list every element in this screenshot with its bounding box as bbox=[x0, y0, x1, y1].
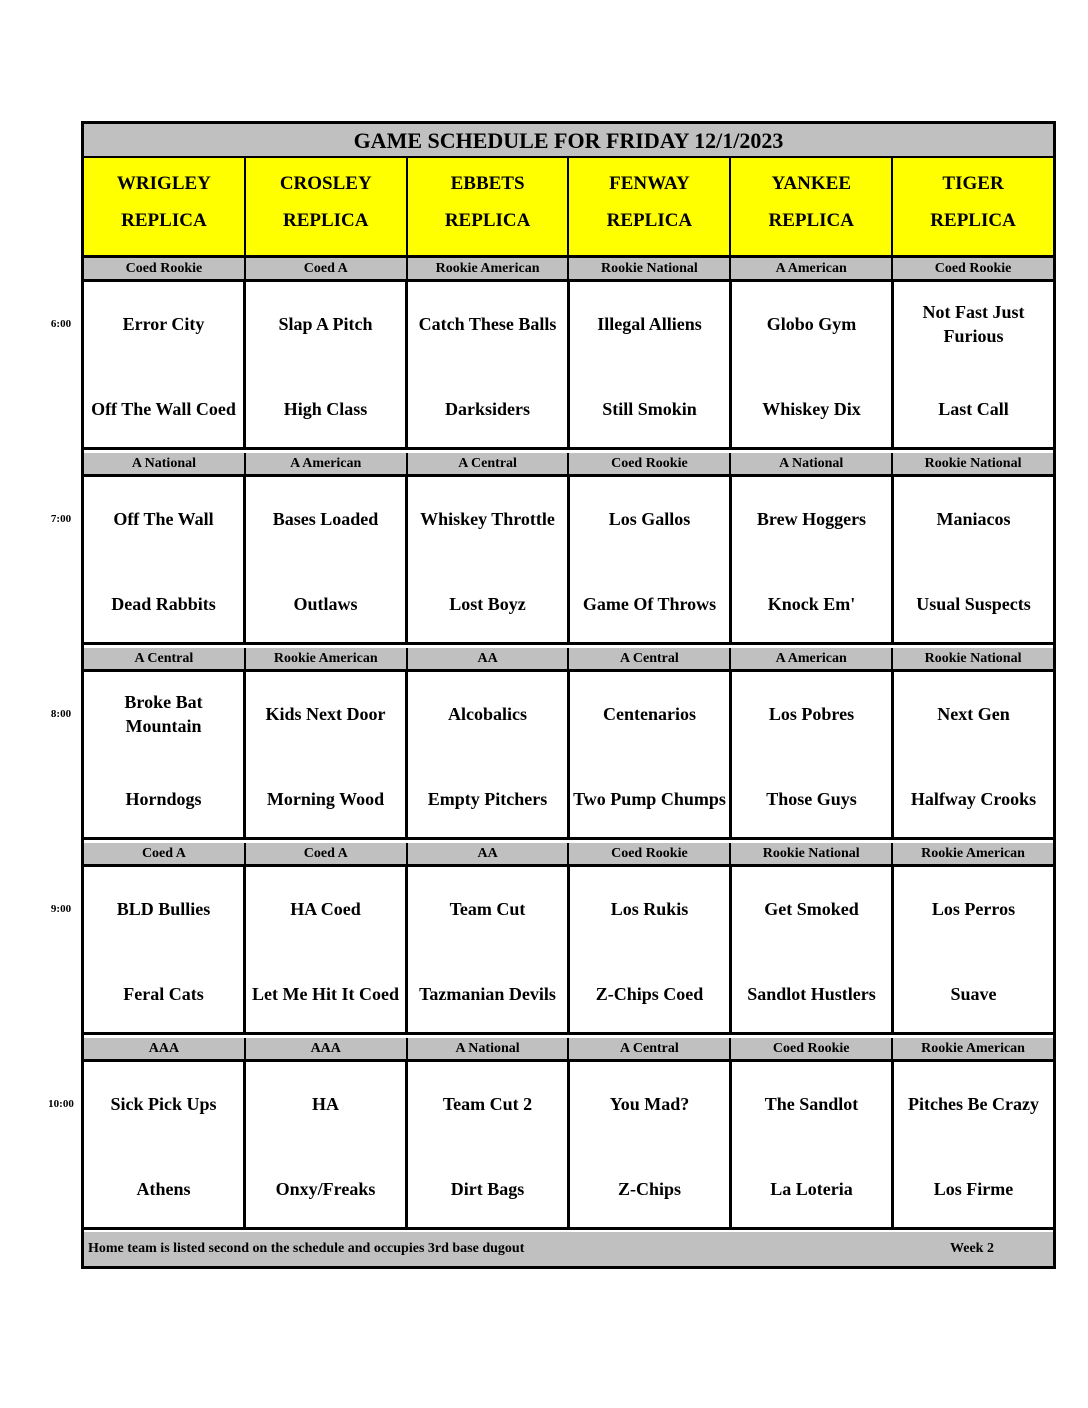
game-cell bbox=[84, 1062, 246, 1227]
game-cell bbox=[246, 1062, 408, 1227]
division-label: Rookie American bbox=[921, 1041, 1025, 1056]
home-team: Athens bbox=[136, 1179, 191, 1199]
away-team: Kids Next Door bbox=[265, 704, 386, 724]
away-team: Los Rukis bbox=[610, 899, 689, 919]
field-name: WRIGLEY bbox=[116, 173, 211, 194]
home-team: Horndogs bbox=[125, 789, 202, 809]
home-team: Empty Pitchers bbox=[427, 789, 548, 809]
home-team: Still Smokin bbox=[602, 399, 697, 419]
division-label: A Central bbox=[408, 453, 570, 474]
home-team: Lost Boyz bbox=[449, 594, 526, 614]
away-team: Sick Pick Ups bbox=[110, 1094, 217, 1114]
home-team: La Loteria bbox=[770, 1179, 853, 1199]
division-label: AAA bbox=[84, 1038, 246, 1059]
game-cell bbox=[84, 282, 246, 447]
home-team: Usual Suspects bbox=[916, 594, 1031, 614]
field-header-yankee bbox=[731, 158, 893, 255]
game-cell bbox=[246, 282, 408, 447]
away-team: BLD Bullies bbox=[116, 899, 211, 919]
away-team: Bases Loaded bbox=[272, 509, 379, 529]
division-label: A American bbox=[731, 258, 893, 279]
game-cell bbox=[408, 867, 570, 1032]
division-label: A American bbox=[246, 453, 408, 474]
away-team: Whiskey Throttle bbox=[420, 509, 555, 529]
division-label: A National bbox=[731, 453, 893, 474]
home-team: Feral Cats bbox=[123, 984, 204, 1004]
game-cell bbox=[408, 672, 570, 837]
away-team: Illegal Alliens bbox=[597, 314, 702, 334]
away-team: Maniacos bbox=[936, 509, 1011, 529]
away-team: Broke Bat Mountain bbox=[124, 692, 203, 736]
division-label: Coed A bbox=[84, 843, 246, 864]
division-label: Coed A bbox=[246, 843, 408, 864]
division-label: AAA bbox=[246, 1038, 408, 1059]
game-cell bbox=[570, 672, 732, 837]
footer-bar bbox=[84, 1232, 1053, 1266]
game-cell bbox=[732, 282, 894, 447]
time-label: 10:00 bbox=[48, 1098, 74, 1110]
home-team: Let Me Hit It Coed bbox=[252, 984, 399, 1004]
time-label: 8:00 bbox=[50, 708, 72, 720]
field-name: TIGER bbox=[942, 173, 1004, 194]
away-team: Get Smoked bbox=[764, 899, 859, 919]
home-team: Whiskey Dix bbox=[762, 399, 861, 419]
away-team: The Sandlot bbox=[764, 1094, 859, 1114]
away-team: Centenarios bbox=[603, 704, 696, 724]
games-row bbox=[84, 477, 1053, 645]
home-team: Halfway Crooks bbox=[910, 789, 1037, 809]
game-cell bbox=[732, 867, 894, 1032]
division-label: Coed A bbox=[246, 258, 408, 279]
field-subtitle: REPLICA bbox=[444, 210, 531, 231]
division-row bbox=[84, 453, 1053, 477]
field-header-row bbox=[84, 158, 1053, 258]
away-team: Catch These Balls bbox=[418, 314, 557, 334]
game-cell bbox=[84, 477, 246, 642]
division-label: Coed Rookie bbox=[731, 1038, 893, 1059]
home-team: Knock Em' bbox=[767, 594, 856, 614]
time-slot-block bbox=[84, 453, 1053, 645]
time-slot-block bbox=[84, 648, 1053, 840]
field-header-ebbets bbox=[408, 158, 570, 255]
field-header-wrigley bbox=[84, 158, 246, 255]
division-label: A Central bbox=[569, 1038, 731, 1059]
home-team: Outlaws bbox=[293, 594, 358, 614]
games-row bbox=[84, 672, 1053, 840]
field-header-crosley bbox=[246, 158, 408, 255]
game-cell bbox=[732, 1062, 894, 1227]
division-label: Rookie American bbox=[246, 648, 408, 669]
field-subtitle: REPLICA bbox=[768, 210, 854, 231]
game-cell bbox=[732, 672, 894, 837]
week-label: Week 2 bbox=[950, 1241, 994, 1256]
division-label: Rookie National bbox=[924, 651, 1022, 666]
games-row bbox=[84, 282, 1053, 450]
division-label: A National bbox=[84, 453, 246, 474]
page-title: GAME SCHEDULE FOR FRIDAY 12/1/2023 bbox=[84, 124, 1053, 158]
field-header-tiger bbox=[893, 158, 1053, 255]
division-label: A National bbox=[408, 1038, 570, 1059]
home-team: Dirt Bags bbox=[450, 1179, 525, 1199]
schedule-table bbox=[81, 121, 1056, 1269]
home-team: Sandlot Hustlers bbox=[747, 984, 876, 1004]
game-cell bbox=[570, 477, 732, 642]
division-label: A Central bbox=[84, 648, 246, 669]
field-subtitle: REPLICA bbox=[121, 210, 207, 231]
time-slot-block bbox=[84, 258, 1053, 450]
game-cell bbox=[246, 477, 408, 642]
division-label: Rookie American bbox=[921, 846, 1025, 861]
division-label: Rookie American bbox=[408, 258, 570, 279]
games-row bbox=[84, 1062, 1053, 1230]
away-team: Alcobalics bbox=[448, 704, 527, 724]
division-row bbox=[84, 648, 1053, 672]
away-team: Team Cut 2 bbox=[442, 1094, 533, 1114]
game-cell bbox=[408, 282, 570, 447]
division-label: A Central bbox=[569, 648, 731, 669]
game-cell bbox=[246, 672, 408, 837]
home-team: Z-Chips bbox=[617, 1179, 682, 1199]
home-team: Suave bbox=[950, 984, 997, 1004]
game-cell bbox=[894, 282, 1053, 447]
away-team: Team Cut bbox=[449, 899, 526, 919]
game-cell bbox=[570, 1062, 732, 1227]
home-team: High Class bbox=[283, 399, 368, 419]
field-name: EBBETS bbox=[450, 173, 525, 194]
game-cell bbox=[408, 477, 570, 642]
field-name: CROSLEY bbox=[279, 173, 372, 194]
field-subtitle: REPLICA bbox=[930, 210, 1016, 231]
division-label: Coed Rookie bbox=[569, 843, 731, 864]
home-team-note: Home team is listed second on the schedule and occupies 3rd base dugout bbox=[88, 1241, 525, 1256]
division-label: Coed Rookie bbox=[569, 453, 731, 474]
away-team: You Mad? bbox=[609, 1094, 690, 1114]
field-header-fenway bbox=[569, 158, 731, 255]
game-cell bbox=[570, 867, 732, 1032]
home-team: Tazmanian Devils bbox=[419, 984, 556, 1004]
home-team: Those Guys bbox=[766, 789, 857, 809]
away-team: HA Coed bbox=[290, 899, 361, 919]
away-team: Slap A Pitch bbox=[278, 314, 373, 334]
home-team: Two Pump Chumps bbox=[573, 789, 726, 809]
time-slot-block bbox=[84, 843, 1053, 1035]
field-name: YANKEE bbox=[771, 173, 851, 194]
away-team: Los Pobres bbox=[768, 704, 855, 724]
game-cell bbox=[894, 867, 1053, 1032]
home-team: Los Firme bbox=[933, 1179, 1014, 1199]
home-team: Onxy/Freaks bbox=[275, 1179, 376, 1199]
division-label: A American bbox=[731, 648, 893, 669]
field-subtitle: REPLICA bbox=[606, 210, 693, 231]
game-cell bbox=[732, 477, 894, 642]
time-label: 9:00 bbox=[50, 903, 72, 915]
game-cell bbox=[408, 1062, 570, 1227]
division-row bbox=[84, 258, 1053, 282]
away-team: Error City bbox=[122, 314, 205, 334]
away-team: Next Gen bbox=[937, 704, 1010, 724]
division-label: AA bbox=[408, 648, 570, 669]
game-cell bbox=[894, 1062, 1053, 1227]
division-label: Coed Rookie bbox=[934, 261, 1012, 276]
home-team: Darksiders bbox=[445, 399, 530, 419]
time-label: 6:00 bbox=[50, 318, 72, 330]
field-name: FENWAY bbox=[609, 173, 690, 194]
game-cell bbox=[84, 672, 246, 837]
home-team: Dead Rabbits bbox=[111, 594, 216, 614]
game-cell bbox=[246, 867, 408, 1032]
away-team: Los Perros bbox=[931, 899, 1016, 919]
division-label: AA bbox=[408, 843, 570, 864]
game-cell bbox=[894, 477, 1053, 642]
away-team: Pitches Be Crazy bbox=[908, 1094, 1039, 1114]
game-cell bbox=[84, 867, 246, 1032]
home-team: Game Of Throws bbox=[582, 594, 717, 614]
away-team: Brew Hoggers bbox=[756, 509, 867, 529]
division-row bbox=[84, 1038, 1053, 1062]
home-team: Z-Chips Coed bbox=[595, 984, 704, 1004]
home-team: Last Call bbox=[938, 399, 1009, 419]
division-label: Coed Rookie bbox=[84, 258, 246, 279]
division-row bbox=[84, 843, 1053, 867]
time-slot-block bbox=[84, 1038, 1053, 1230]
away-team: Los Gallos bbox=[608, 509, 691, 529]
game-cell bbox=[894, 672, 1053, 837]
division-label: Rookie National bbox=[731, 843, 893, 864]
home-team: Morning Wood bbox=[266, 789, 385, 809]
away-team: Not Fast Just Furious bbox=[922, 302, 1025, 346]
away-team: Off The Wall bbox=[113, 509, 214, 529]
time-label: 7:00 bbox=[50, 513, 72, 525]
away-team: HA bbox=[312, 1094, 339, 1114]
game-cell bbox=[570, 282, 732, 447]
home-team: Off The Wall Coed bbox=[91, 399, 236, 419]
away-team: Globo Gym bbox=[766, 314, 857, 334]
division-label: Rookie National bbox=[569, 258, 731, 279]
division-label: Rookie National bbox=[924, 456, 1022, 471]
field-subtitle: REPLICA bbox=[282, 210, 369, 231]
games-row bbox=[84, 867, 1053, 1035]
